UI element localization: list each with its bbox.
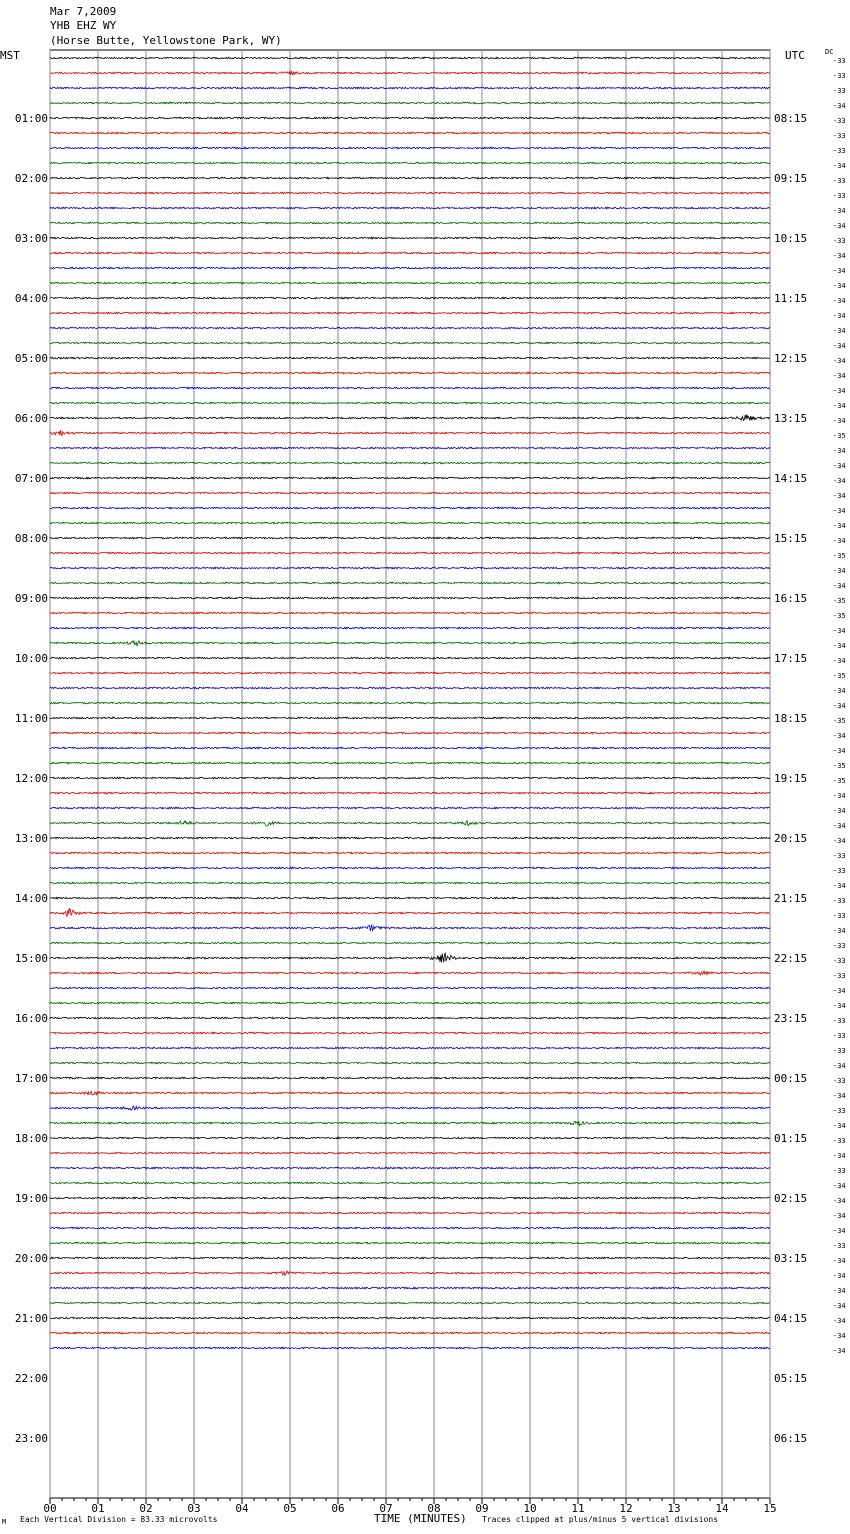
trace-line xyxy=(50,777,770,779)
dc-offset-label: -33 xyxy=(833,1137,846,1145)
trace-line xyxy=(50,282,770,284)
dc-offset-label: -33 xyxy=(833,1047,846,1055)
left-hour-label: 13:00 xyxy=(14,832,48,845)
left-hour-label: 10:00 xyxy=(14,652,48,665)
dc-offset-label: -34 xyxy=(833,987,846,995)
left-hour-label: 20:00 xyxy=(14,1252,48,1265)
dc-offset-label: -34 xyxy=(833,1152,846,1160)
left-hour-label: 05:00 xyxy=(14,352,48,365)
header-location: (Horse Butte, Yellowstone Park, WY) xyxy=(50,34,282,47)
trace-line xyxy=(50,102,770,104)
x-axis-title: TIME (MINUTES) xyxy=(374,1512,467,1525)
trace-line xyxy=(50,552,770,554)
left-hour-label: 18:00 xyxy=(14,1132,48,1145)
dc-offset-label: -33 xyxy=(833,132,846,140)
trace-line xyxy=(50,672,770,674)
x-tick-label: 06 xyxy=(331,1502,345,1515)
dc-offset-label: -34 xyxy=(833,492,846,500)
dc-offset-label: -33 xyxy=(833,897,846,905)
dc-offset-label: -34 xyxy=(833,312,846,320)
dc-offset-label: -33 xyxy=(833,1242,846,1250)
dc-offset-label: -34 xyxy=(833,882,846,890)
dc-offset-label: -34 xyxy=(833,447,846,455)
trace-line xyxy=(50,447,770,449)
x-tick-label: 02 xyxy=(139,1502,153,1515)
left-hour-label: 04:00 xyxy=(14,292,48,305)
dc-offset-label: -33 xyxy=(833,1032,846,1040)
trace-line xyxy=(50,387,770,389)
dc-offset-label: -34 xyxy=(833,477,846,485)
dc-offset-label: -33 xyxy=(833,972,846,980)
dc-offset-label: -34 xyxy=(833,627,846,635)
trace-line xyxy=(50,267,770,269)
dc-offset-label: -34 xyxy=(833,162,846,170)
left-hour-label: 22:00 xyxy=(14,1372,48,1385)
dc-offset-label: -34 xyxy=(833,1227,846,1235)
right-hour-label: 18:15 xyxy=(774,712,808,725)
dc-offset-label: -34 xyxy=(833,1197,846,1205)
trace-line xyxy=(50,1271,770,1275)
dc-offset-label: -34 xyxy=(833,642,846,650)
trace-line xyxy=(50,207,770,209)
left-hour-label: 14:00 xyxy=(14,892,48,905)
trace-line xyxy=(50,357,770,359)
dc-offset-label: -34 xyxy=(833,747,846,755)
right-hour-label: 01:15 xyxy=(774,1132,808,1145)
right-hour-label: 14:15 xyxy=(774,472,808,485)
right-hour-label: 17:15 xyxy=(774,652,808,665)
trace-line xyxy=(50,1197,770,1199)
trace-line xyxy=(50,1347,770,1349)
trace-line xyxy=(50,522,770,524)
trace-line xyxy=(50,807,770,809)
trace-line xyxy=(50,342,770,344)
dc-offset-label: -34 xyxy=(833,1002,846,1010)
dc-offset-label: -33 xyxy=(833,57,846,65)
trace-line xyxy=(50,971,770,975)
trace-line xyxy=(50,1077,770,1079)
right-hour-label: 12:15 xyxy=(774,352,808,365)
dc-offset-label: -34 xyxy=(833,462,846,470)
corner-mark: M xyxy=(2,1518,7,1526)
dc-offset-label: -34 xyxy=(833,327,846,335)
right-hour-label: 03:15 xyxy=(774,1252,808,1265)
trace-line xyxy=(50,162,770,164)
trace-line xyxy=(50,192,770,194)
dc-offset-label: -35 xyxy=(833,777,846,785)
trace-line xyxy=(50,1106,770,1110)
left-hour-label: 11:00 xyxy=(14,712,48,725)
trace-line xyxy=(50,1287,770,1289)
left-hour-label: 08:00 xyxy=(14,532,48,545)
x-tick-label: 04 xyxy=(235,1502,249,1515)
trace-line xyxy=(50,252,770,254)
dc-offset-label: -33 xyxy=(833,942,846,950)
dc-offset-label: -34 xyxy=(833,732,846,740)
dc-offset-label: -35 xyxy=(833,612,846,620)
trace-line xyxy=(50,582,770,584)
trace-line xyxy=(50,537,770,539)
trace-line xyxy=(50,237,770,239)
left-hour-label: 17:00 xyxy=(14,1072,48,1085)
right-hour-label: 16:15 xyxy=(774,592,808,605)
trace-line xyxy=(50,867,770,869)
left-hour-label: 02:00 xyxy=(14,172,48,185)
trace-line xyxy=(50,492,770,494)
left-hour-label: 09:00 xyxy=(14,592,48,605)
dc-offset-label: -34 xyxy=(833,372,846,380)
right-hour-label: 00:15 xyxy=(774,1072,808,1085)
trace-line xyxy=(50,953,770,962)
trace-line xyxy=(50,297,770,299)
dc-offset-label: -35 xyxy=(833,552,846,560)
dc-offset-label: -33 xyxy=(833,867,846,875)
left-hour-label: 06:00 xyxy=(14,412,48,425)
right-hour-label: 08:15 xyxy=(774,112,808,125)
right-hour-label: 10:15 xyxy=(774,232,808,245)
trace-line xyxy=(50,372,770,374)
dc-offset-label: -33 xyxy=(833,912,846,920)
dc-offset-label: -33 xyxy=(833,1017,846,1025)
trace-line xyxy=(50,57,770,59)
dc-offset-label: -34 xyxy=(833,582,846,590)
trace-line xyxy=(50,687,770,689)
x-tick-label: 00 xyxy=(43,1502,57,1515)
header-station: YHB EHZ WY xyxy=(50,19,117,32)
scale-note: Each Vertical Division = 83.33 microvolts xyxy=(20,1515,218,1524)
dc-offset-label: -34 xyxy=(833,1062,846,1070)
trace-line xyxy=(50,132,770,134)
trace-line xyxy=(50,1302,770,1304)
dc-offset-label: -34 xyxy=(833,537,846,545)
trace-line xyxy=(50,1091,770,1095)
left-hour-label: 03:00 xyxy=(14,232,48,245)
right-hour-label: 02:15 xyxy=(774,1192,808,1205)
dc-offset-label: -34 xyxy=(833,507,846,515)
trace-line xyxy=(50,1167,770,1169)
trace-line xyxy=(50,657,770,659)
trace-line xyxy=(50,1242,770,1244)
dc-offset-label: -33 xyxy=(833,117,846,125)
dc-offset-label: -33 xyxy=(833,177,846,185)
trace-layer xyxy=(50,57,770,1349)
dc-offset-label: -33 xyxy=(833,1077,846,1085)
dc-offset-label: -34 xyxy=(833,687,846,695)
trace-line xyxy=(50,1121,770,1125)
dc-offset-label: -33 xyxy=(833,72,846,80)
dc-offset-label: -34 xyxy=(833,387,846,395)
dc-offset-label: -33 xyxy=(833,1167,846,1175)
trace-line xyxy=(50,71,770,75)
left-hour-label: 12:00 xyxy=(14,772,48,785)
dc-offset-label: -34 xyxy=(833,222,846,230)
left-hour-label: 07:00 xyxy=(14,472,48,485)
dc-offset-label: -35 xyxy=(833,432,846,440)
dc-offset-label: -34 xyxy=(833,357,846,365)
dc-offset-label: -35 xyxy=(833,762,846,770)
dc-offset-label: -34 xyxy=(833,1182,846,1190)
dc-offset-label: -34 xyxy=(833,1092,846,1100)
trace-line xyxy=(50,1032,770,1034)
dc-offset-label: -35 xyxy=(833,597,846,605)
trace-line xyxy=(50,147,770,149)
x-tick-label: 08 xyxy=(427,1502,441,1515)
x-tick-label: 13 xyxy=(667,1502,681,1515)
right-hour-label: 19:15 xyxy=(774,772,808,785)
trace-line xyxy=(50,402,770,404)
left-hour-label: 01:00 xyxy=(14,112,48,125)
dc-offset-label: -34 xyxy=(833,402,846,410)
trace-line xyxy=(50,87,770,89)
dc-offset-label: -33 xyxy=(833,852,846,860)
trace-line xyxy=(50,762,770,764)
dc-offset-label: -34 xyxy=(833,822,846,830)
trace-line xyxy=(50,567,770,569)
trace-line xyxy=(50,477,770,479)
left-hour-label: 19:00 xyxy=(14,1192,48,1205)
trace-line xyxy=(50,702,770,704)
trace-line xyxy=(50,1002,770,1004)
right-timezone-label: UTC xyxy=(785,49,805,62)
dc-offset-label: -33 xyxy=(833,237,846,245)
dc-offset-label: -33 xyxy=(833,192,846,200)
trace-line xyxy=(50,1257,770,1259)
trace-line xyxy=(50,627,770,629)
dc-offset-label: -34 xyxy=(833,702,846,710)
left-hour-label: 15:00 xyxy=(14,952,48,965)
dc-offset-label: -34 xyxy=(833,1272,846,1280)
trace-line xyxy=(50,909,770,916)
x-tick-label: 12 xyxy=(619,1502,633,1515)
dc-offset-label: -34 xyxy=(833,522,846,530)
right-hour-label: 13:15 xyxy=(774,412,808,425)
dc-offset-label: -34 xyxy=(833,1317,846,1325)
left-hour-label: 16:00 xyxy=(14,1012,48,1025)
trace-line xyxy=(50,327,770,329)
x-tick-label: 05 xyxy=(283,1502,297,1515)
x-tick-label: 03 xyxy=(187,1502,201,1515)
x-tick-label: 01 xyxy=(91,1502,105,1515)
trace-line xyxy=(50,507,770,509)
dc-offset-label: -34 xyxy=(833,807,846,815)
dc-offset-label: -34 xyxy=(833,1287,846,1295)
x-tick-label: 11 xyxy=(571,1502,585,1515)
dc-offset-label: -34 xyxy=(833,792,846,800)
dc-offset-label: -34 xyxy=(833,1347,846,1355)
trace-line xyxy=(50,462,770,464)
x-tick-label: 14 xyxy=(715,1502,729,1515)
dc-offset-label: -34 xyxy=(833,1257,846,1265)
trace-line xyxy=(50,1227,770,1229)
dc-offset-label: -34 xyxy=(833,567,846,575)
trace-line xyxy=(50,987,770,989)
dc-offset-label: -34 xyxy=(833,1332,846,1340)
dc-offset-label: -34 xyxy=(833,1302,846,1310)
trace-line xyxy=(50,882,770,884)
dc-offset-label: -33 xyxy=(833,87,846,95)
trace-line xyxy=(50,897,770,899)
trace-line xyxy=(50,1152,770,1154)
right-hour-label: 23:15 xyxy=(774,1012,808,1025)
trace-line xyxy=(50,1062,770,1064)
left-hour-label: 23:00 xyxy=(14,1432,48,1445)
right-hour-label: 15:15 xyxy=(774,532,808,545)
dc-offset-label: -34 xyxy=(833,297,846,305)
trace-line xyxy=(50,222,770,224)
trace-line xyxy=(50,1047,770,1049)
trace-line xyxy=(50,837,770,839)
trace-line xyxy=(50,732,770,734)
header-date: Mar 7,2009 xyxy=(50,5,117,18)
x-tick-label: 10 xyxy=(523,1502,537,1515)
dc-offset-label: -33 xyxy=(833,147,846,155)
dc-offset-label: -34 xyxy=(833,267,846,275)
right-hour-label: 20:15 xyxy=(774,832,808,845)
right-hour-label: 06:15 xyxy=(774,1432,808,1445)
dc-offset-label: -33 xyxy=(833,1107,846,1115)
x-tick-label: 15 xyxy=(763,1502,777,1515)
label-layer xyxy=(15,57,846,1515)
trace-line xyxy=(50,852,770,854)
trace-line xyxy=(50,1212,770,1214)
trace-line xyxy=(50,747,770,749)
dc-offset-label: -34 xyxy=(833,282,846,290)
dc-offset-label: -34 xyxy=(833,342,846,350)
dc-offset-label: -35 xyxy=(833,672,846,680)
trace-line xyxy=(50,312,770,314)
trace-line xyxy=(50,1332,770,1334)
trace-line xyxy=(50,925,770,932)
dc-offset-header: DC xyxy=(825,48,834,56)
trace-line xyxy=(50,1182,770,1184)
dc-offset-label: -34 xyxy=(833,207,846,215)
dc-offset-label: -34 xyxy=(833,927,846,935)
right-hour-label: 21:15 xyxy=(774,892,808,905)
trace-line xyxy=(50,821,770,827)
trace-line xyxy=(50,717,770,719)
trace-line xyxy=(50,942,770,944)
right-hour-label: 05:15 xyxy=(774,1372,808,1385)
dc-offset-label: -34 xyxy=(833,837,846,845)
dc-offset-label: -34 xyxy=(833,657,846,665)
right-hour-label: 04:15 xyxy=(774,1312,808,1325)
trace-line xyxy=(50,1017,770,1019)
trace-line xyxy=(50,597,770,599)
trace-line xyxy=(50,641,770,646)
trace-line xyxy=(50,414,770,420)
right-hour-label: 09:15 xyxy=(774,172,808,185)
dc-offset-label: -34 xyxy=(833,1212,846,1220)
trace-line xyxy=(50,177,770,179)
trace-line xyxy=(50,117,770,119)
dc-offset-label: -35 xyxy=(833,717,846,725)
left-hour-label: 21:00 xyxy=(14,1312,48,1325)
clip-note: Traces clipped at plus/minus 5 vertical divisions xyxy=(482,1515,719,1524)
dc-offset-label: -33 xyxy=(833,957,846,965)
trace-line xyxy=(50,1317,770,1319)
x-tick-label: 09 xyxy=(475,1502,489,1515)
dc-offset-label: -34 xyxy=(833,252,846,260)
trace-line xyxy=(50,430,770,436)
left-timezone-label: MST xyxy=(0,49,20,62)
right-hour-label: 11:15 xyxy=(774,292,808,305)
right-hour-label: 22:15 xyxy=(774,952,808,965)
trace-line xyxy=(50,1137,770,1139)
dc-offset-label: -34 xyxy=(833,417,846,425)
trace-line xyxy=(50,612,770,614)
dc-offset-label: -34 xyxy=(833,102,846,110)
dc-offset-label: -34 xyxy=(833,1122,846,1130)
x-tick-label: 07 xyxy=(379,1502,393,1515)
trace-line xyxy=(50,792,770,794)
